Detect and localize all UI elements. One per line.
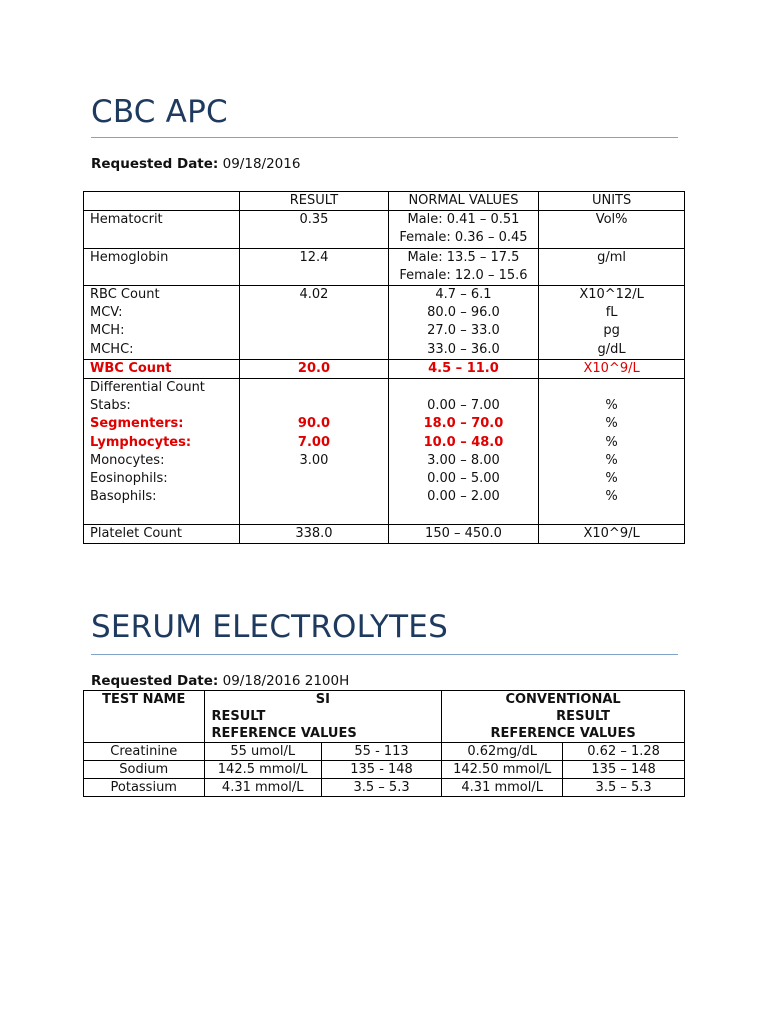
row-result: 338.0	[240, 524, 388, 543]
row-si-reference: 3.5 – 5.3	[321, 779, 441, 797]
row-name: Basophils:	[84, 488, 240, 524]
row-conv-reference: 135 – 148	[563, 761, 685, 779]
table-row	[84, 341, 685, 360]
row-normal	[388, 211, 539, 248]
row-result: 90.0	[240, 415, 388, 433]
serum-requested-date	[91, 675, 349, 689]
row-units: g/ml	[539, 248, 685, 285]
row-normal: 27.0 – 33.0	[388, 322, 539, 340]
row-si-result: 4.31 mmol/L	[204, 779, 321, 797]
normal-female: Female: 12.0 – 15.6	[399, 267, 528, 283]
row-normal	[388, 248, 539, 285]
row-units: X10^9/L	[539, 359, 685, 378]
table-row	[84, 304, 685, 322]
row-result: 0.35	[240, 211, 388, 248]
row-units	[539, 379, 685, 398]
row-name: Hemoglobin	[84, 248, 240, 285]
row-result	[240, 341, 388, 360]
row-normal	[388, 379, 539, 398]
table-row	[84, 322, 685, 340]
row-units: %	[539, 397, 685, 415]
row-si-reference: 55 - 113	[321, 743, 441, 761]
normal-female: Female: 0.36 – 0.45	[399, 230, 528, 246]
cbc-table	[83, 191, 685, 544]
row-normal: 4.7 – 6.1	[388, 286, 539, 305]
row-result: 4.02	[240, 286, 388, 305]
row-normal: 0.00 – 2.00	[388, 488, 539, 524]
row-name: MCHC:	[84, 341, 240, 360]
header-si-reference: REFERENCE VALUES	[211, 726, 357, 741]
serum-title: SERUM ELECTROLYTES	[91, 609, 448, 645]
header-conventional-result: RESULT	[556, 709, 610, 724]
row-normal: 18.0 – 70.0	[388, 415, 539, 433]
row-name: WBC Count	[84, 359, 240, 378]
row-units: Vol%	[539, 211, 685, 248]
row-result	[240, 322, 388, 340]
row-normal: 33.0 – 36.0	[388, 341, 539, 360]
row-conv-result: 4.31 mmol/L	[442, 779, 563, 797]
row-units: %	[539, 470, 685, 488]
row-si-result: 55 umol/L	[204, 743, 321, 761]
table-row	[84, 524, 685, 543]
header-conventional-reference: REFERENCE VALUES	[490, 726, 636, 741]
serum-title-rule	[91, 654, 678, 655]
table-header-row	[84, 192, 685, 211]
row-normal: 4.5 – 11.0	[388, 359, 539, 378]
header-si-label: SI	[315, 692, 330, 707]
row-name: Lymphocytes:	[84, 434, 240, 452]
row-conv-reference: 3.5 – 5.3	[563, 779, 685, 797]
header-si	[204, 691, 442, 743]
normal-male: Male: 0.41 – 0.51	[407, 212, 520, 228]
table-row	[84, 248, 685, 285]
row-si-reference: 135 - 148	[321, 761, 441, 779]
row-normal: 80.0 – 96.0	[388, 304, 539, 322]
header-test-name: TEST NAME	[84, 691, 205, 743]
row-result: 20.0	[240, 359, 388, 378]
row-units: %	[539, 452, 685, 470]
header-si-result: RESULT	[211, 709, 266, 724]
row-name: Hematocrit	[84, 211, 240, 248]
serum-requested-value: 09/18/2016 2100H	[222, 673, 350, 689]
table-row	[84, 379, 685, 398]
header-units: UNITS	[539, 192, 685, 211]
row-result	[240, 304, 388, 322]
row-result: 3.00	[240, 452, 388, 470]
header-blank	[84, 192, 240, 211]
row-name: Stabs:	[84, 397, 240, 415]
table-row	[84, 434, 685, 452]
header-result: RESULT	[240, 192, 388, 211]
table-row	[84, 743, 685, 761]
table-row	[84, 397, 685, 415]
serum-table	[83, 690, 685, 797]
table-row	[84, 470, 685, 488]
cbc-requested-label: Requested Date:	[91, 156, 219, 172]
cbc-title: CBC APC	[91, 94, 228, 130]
row-result: 7.00	[240, 434, 388, 452]
header-conventional-label: CONVENTIONAL	[505, 692, 621, 707]
row-units: %	[539, 415, 685, 433]
cbc-title-rule	[91, 137, 678, 138]
row-normal: 3.00 – 8.00	[388, 452, 539, 470]
row-name: Eosinophils:	[84, 470, 240, 488]
table-row	[84, 359, 685, 378]
row-conv-result: 142.50 mmol/L	[442, 761, 563, 779]
row-units: %	[539, 488, 685, 524]
row-normal: 10.0 – 48.0	[388, 434, 539, 452]
cbc-requested-value: 09/18/2016	[222, 156, 301, 172]
header-conventional	[442, 691, 685, 743]
row-conv-reference: 0.62 – 1.28	[563, 743, 685, 761]
row-units: %	[539, 434, 685, 452]
row-name: RBC Count	[84, 286, 240, 305]
row-test-name: Potassium	[84, 779, 205, 797]
row-name: MCH:	[84, 322, 240, 340]
row-si-result: 142.5 mmol/L	[204, 761, 321, 779]
row-name: Monocytes:	[84, 452, 240, 470]
row-conv-result: 0.62mg/dL	[442, 743, 563, 761]
row-test-name: Sodium	[84, 761, 205, 779]
table-row	[84, 415, 685, 433]
cbc-requested-date	[91, 158, 300, 172]
row-result: 12.4	[240, 248, 388, 285]
row-result	[240, 470, 388, 488]
table-row	[84, 211, 685, 248]
row-name: MCV:	[84, 304, 240, 322]
table-row	[84, 286, 685, 305]
row-result	[240, 397, 388, 415]
row-result	[240, 488, 388, 524]
row-name: Segmenters:	[84, 415, 240, 433]
row-units: X10^12/L	[539, 286, 685, 305]
header-normal-values: NORMAL VALUES	[388, 192, 539, 211]
serum-requested-label: Requested Date:	[91, 673, 219, 689]
table-row	[84, 488, 685, 524]
normal-male: Male: 13.5 – 17.5	[407, 249, 520, 265]
table-row	[84, 452, 685, 470]
row-units: pg	[539, 322, 685, 340]
row-normal: 0.00 – 5.00	[388, 470, 539, 488]
row-name: Differential Count	[84, 379, 240, 398]
row-units: g/dL	[539, 341, 685, 360]
row-test-name: Creatinine	[84, 743, 205, 761]
row-units: X10^9/L	[539, 524, 685, 543]
row-normal: 0.00 – 7.00	[388, 397, 539, 415]
row-normal: 150 – 450.0	[388, 524, 539, 543]
table-header-row	[84, 691, 685, 743]
table-row	[84, 779, 685, 797]
row-units: fL	[539, 304, 685, 322]
table-row	[84, 761, 685, 779]
row-result	[240, 379, 388, 398]
row-name: Platelet Count	[84, 524, 240, 543]
